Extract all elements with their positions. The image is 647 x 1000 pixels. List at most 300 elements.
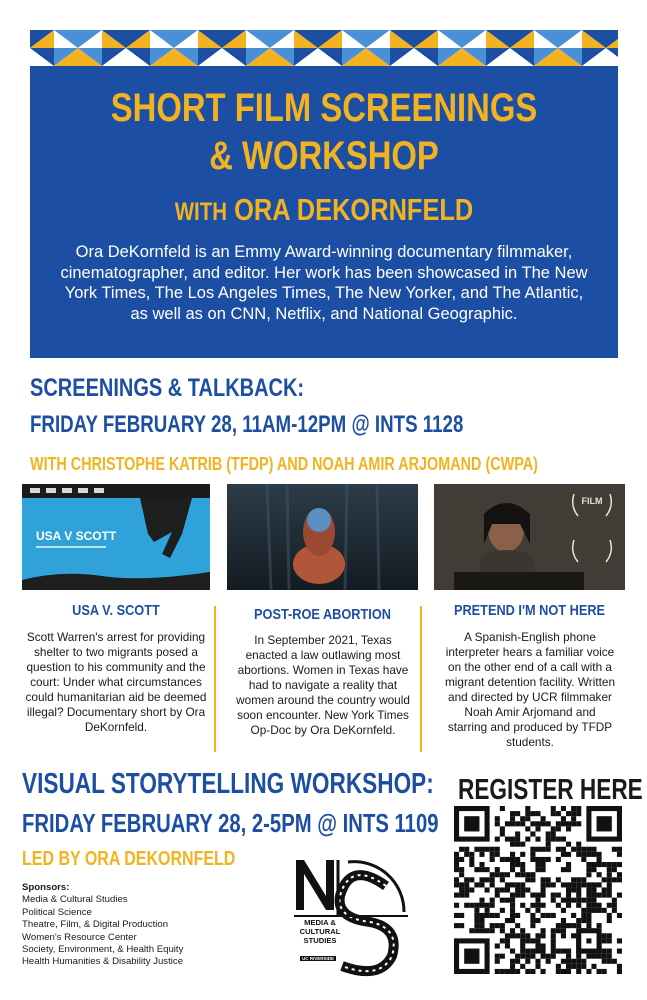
qr-module xyxy=(571,847,576,852)
presenter-name: ORA DEKORNFELD xyxy=(234,192,474,227)
qr-module xyxy=(607,933,612,938)
qr-module xyxy=(500,908,505,913)
qr-module xyxy=(530,872,535,877)
qr-module xyxy=(551,831,556,836)
qr-module xyxy=(581,877,586,882)
qr-module xyxy=(485,913,490,918)
qr-module xyxy=(602,933,607,938)
qr-module xyxy=(464,816,479,831)
qr-module xyxy=(602,969,607,974)
qr-module xyxy=(571,923,576,928)
qr-module xyxy=(561,867,566,872)
qr-module xyxy=(485,903,490,908)
qr-module xyxy=(576,903,581,908)
qr-module xyxy=(607,959,612,964)
qr-module xyxy=(586,908,591,913)
qr-module xyxy=(495,969,500,974)
qr-module xyxy=(525,969,530,974)
qr-module xyxy=(479,867,484,872)
qr-module xyxy=(495,872,500,877)
film-description-2: In September 2021, Texas enacted a law outlawing most abortions. Women in Texas have had to navigate a reality that women around the country would soon encounter. New York Times Op-Doc by Ora DeKornfeld. xyxy=(236,633,410,737)
header-panel xyxy=(30,66,618,358)
qr-module xyxy=(535,821,540,826)
qr-module xyxy=(586,938,591,943)
qr-module xyxy=(520,903,525,908)
qr-module xyxy=(556,877,561,882)
qr-module xyxy=(479,882,484,887)
qr-module xyxy=(479,903,484,908)
qr-module xyxy=(617,847,622,852)
divider xyxy=(214,606,216,752)
registration-qr-code[interactable] xyxy=(454,806,622,974)
qr-module xyxy=(469,928,474,933)
qr-module xyxy=(525,811,530,816)
qr-module xyxy=(464,887,469,892)
film-poster-usa-v-scott xyxy=(22,484,210,590)
qr-module xyxy=(597,908,602,913)
qr-module xyxy=(541,882,546,887)
qr-module xyxy=(535,811,540,816)
qr-module xyxy=(490,877,495,882)
qr-module xyxy=(510,949,515,954)
qr-module xyxy=(500,938,505,943)
qr-module xyxy=(515,831,520,836)
qr-module xyxy=(495,913,500,918)
qr-module xyxy=(566,893,571,898)
film-still-post-roe-abortion xyxy=(227,484,418,590)
qr-module xyxy=(464,893,469,898)
qr-module xyxy=(546,831,551,836)
qr-module xyxy=(485,908,490,913)
qr-module xyxy=(459,882,464,887)
qr-module xyxy=(561,852,566,857)
qr-module xyxy=(464,949,479,964)
qr-module xyxy=(546,847,551,852)
qr-module xyxy=(612,908,617,913)
film-description-3: A Spanish-English phone interpreter hears a familiar voice on the other end of a call with a migrant detention facility. Written and directed by UCR filmmaker Noah Amir Arjomand and starring and produced by TFDP students. xyxy=(444,630,616,749)
qr-module xyxy=(576,918,581,923)
qr-module xyxy=(561,908,566,913)
sponsors-list xyxy=(22,882,183,969)
qr-module xyxy=(479,923,484,928)
qr-module xyxy=(469,903,474,908)
qr-module xyxy=(576,898,581,903)
qr-module xyxy=(464,852,469,857)
qr-module xyxy=(520,943,525,948)
qr-module xyxy=(566,898,571,903)
qr-module xyxy=(566,862,571,867)
qr-module xyxy=(500,872,505,877)
qr-module xyxy=(469,887,474,892)
qr-module xyxy=(551,949,556,954)
qr-module xyxy=(546,877,551,882)
qr-module xyxy=(546,882,551,887)
qr-module xyxy=(535,898,540,903)
qr-module xyxy=(505,938,510,943)
qr-module xyxy=(464,847,469,852)
qr-module xyxy=(510,928,515,933)
qr-module xyxy=(571,806,576,811)
qr-module xyxy=(556,893,561,898)
qr-module xyxy=(510,816,515,821)
qr-module xyxy=(464,903,469,908)
qr-module xyxy=(556,826,561,831)
qr-module xyxy=(576,852,581,857)
qr-module xyxy=(500,857,505,862)
qr-module xyxy=(525,826,530,831)
qr-module xyxy=(510,882,515,887)
qr-module xyxy=(617,964,622,969)
qr-module xyxy=(586,862,591,867)
qr-module xyxy=(515,893,520,898)
qr-module xyxy=(541,893,546,898)
qr-module xyxy=(525,959,530,964)
qr-module xyxy=(459,887,464,892)
qr-module xyxy=(535,908,540,913)
qr-module xyxy=(515,842,520,847)
qr-module xyxy=(530,923,535,928)
qr-module xyxy=(474,867,479,872)
qr-module xyxy=(541,913,546,918)
qr-module xyxy=(541,857,546,862)
qr-module xyxy=(530,949,535,954)
qr-module xyxy=(617,938,622,943)
qr-module xyxy=(454,862,459,867)
qr-module xyxy=(515,933,520,938)
qr-module xyxy=(551,898,556,903)
qr-module xyxy=(546,857,551,862)
qr-module xyxy=(505,969,510,974)
qr-module xyxy=(530,893,535,898)
qr-module xyxy=(561,882,566,887)
qr-module xyxy=(607,913,612,918)
qr-module xyxy=(510,903,515,908)
sponsor-item: Health Humanities & Disability Justice xyxy=(22,956,184,968)
qr-module xyxy=(464,877,469,882)
qr-module xyxy=(510,933,515,938)
qr-module xyxy=(597,903,602,908)
qr-module xyxy=(561,898,566,903)
qr-module xyxy=(576,887,581,892)
qr-module xyxy=(474,882,479,887)
qr-module xyxy=(597,969,602,974)
qr-module xyxy=(500,928,505,933)
qr-module xyxy=(469,877,474,882)
qr-module xyxy=(612,847,617,852)
qr-module xyxy=(505,933,510,938)
qr-module xyxy=(607,877,612,882)
qr-module xyxy=(541,867,546,872)
qr-module xyxy=(515,862,520,867)
qr-module xyxy=(607,893,612,898)
qr-module xyxy=(485,867,490,872)
qr-module xyxy=(479,928,484,933)
qr-module xyxy=(454,857,459,862)
qr-module xyxy=(530,918,535,923)
qr-module xyxy=(541,943,546,948)
qr-module xyxy=(479,877,484,882)
film-title-1: USA V. SCOTT xyxy=(72,602,160,619)
qr-module xyxy=(459,893,464,898)
qr-module xyxy=(591,964,596,969)
qr-module xyxy=(586,872,591,877)
qr-module xyxy=(617,852,622,857)
qr-module xyxy=(617,969,622,974)
qr-module xyxy=(581,964,586,969)
sponsor-item: Political Science xyxy=(22,906,92,918)
qr-module xyxy=(576,842,581,847)
qr-module xyxy=(617,913,622,918)
qr-module xyxy=(495,816,500,821)
qr-module xyxy=(474,847,479,852)
film-description-1: Scott Warren's arrest for providing shelter to two migrants posed a question to his community and the court: Under what circumstances could humanitarian aid be deemed illegal? Documentary short by Ora DeKornfeld. xyxy=(25,630,207,734)
qr-module xyxy=(566,842,571,847)
qr-module xyxy=(546,954,551,959)
qr-module xyxy=(495,954,500,959)
qr-module xyxy=(474,918,479,923)
qr-module xyxy=(485,887,490,892)
geometric-pattern-banner xyxy=(30,30,618,66)
qr-module xyxy=(571,882,576,887)
qr-module xyxy=(505,882,510,887)
qr-module xyxy=(602,887,607,892)
qr-module xyxy=(566,969,571,974)
qr-module xyxy=(586,969,591,974)
qr-module xyxy=(591,908,596,913)
qr-module xyxy=(535,837,540,842)
qr-module xyxy=(591,847,596,852)
qr-module xyxy=(551,882,556,887)
qr-module xyxy=(607,862,612,867)
qr-module xyxy=(561,923,566,928)
qr-module xyxy=(591,903,596,908)
qr-module xyxy=(530,831,535,836)
film-title-3: PRETEND I'M NOT HERE xyxy=(453,602,606,619)
workshop-heading: VISUAL STORYTELLING WORKSHOP: xyxy=(22,768,434,800)
qr-module xyxy=(454,913,459,918)
qr-module xyxy=(541,877,546,882)
qr-module xyxy=(459,857,464,862)
with-presenter xyxy=(83,192,565,228)
qr-module xyxy=(571,933,576,938)
qr-module xyxy=(607,867,612,872)
qr-module xyxy=(479,862,484,867)
qr-module xyxy=(591,862,596,867)
qr-module xyxy=(454,877,459,882)
qr-module xyxy=(602,877,607,882)
qr-module xyxy=(520,949,525,954)
qr-module xyxy=(454,852,459,857)
qr-module xyxy=(576,969,581,974)
qr-module xyxy=(597,923,602,928)
qr-module xyxy=(474,928,479,933)
qr-module xyxy=(571,964,576,969)
qr-module xyxy=(551,893,556,898)
qr-module xyxy=(530,857,535,862)
qr-module xyxy=(541,816,546,821)
qr-module xyxy=(566,903,571,908)
qr-module xyxy=(535,964,540,969)
qr-module xyxy=(556,857,561,862)
qr-module xyxy=(566,882,571,887)
qr-module xyxy=(576,821,581,826)
qr-module xyxy=(515,954,520,959)
qr-module xyxy=(566,954,571,959)
qr-module xyxy=(530,811,535,816)
qr-module xyxy=(525,908,530,913)
film-still-pretend-im-not-here xyxy=(434,484,625,590)
qr-module xyxy=(505,918,510,923)
qr-module xyxy=(454,882,459,887)
qr-module xyxy=(551,933,556,938)
qr-module xyxy=(454,867,459,872)
qr-module xyxy=(617,872,622,877)
qr-module xyxy=(541,933,546,938)
qr-module xyxy=(525,806,530,811)
qr-module xyxy=(566,821,571,826)
qr-module xyxy=(520,821,525,826)
qr-module xyxy=(530,821,535,826)
qr-module xyxy=(586,903,591,908)
qr-module xyxy=(490,898,495,903)
qr-module xyxy=(505,898,510,903)
qr-module xyxy=(490,923,495,928)
qr-module xyxy=(464,882,469,887)
qr-module xyxy=(571,821,576,826)
qr-module xyxy=(520,938,525,943)
qr-module xyxy=(515,923,520,928)
qr-module xyxy=(566,959,571,964)
qr-module xyxy=(541,969,546,974)
qr-module xyxy=(510,908,515,913)
qr-module xyxy=(556,811,561,816)
qr-module xyxy=(607,903,612,908)
qr-module xyxy=(591,898,596,903)
qr-module xyxy=(571,898,576,903)
qr-module xyxy=(530,903,535,908)
qr-module xyxy=(576,964,581,969)
qr-module xyxy=(591,867,596,872)
qr-module xyxy=(581,908,586,913)
qr-module xyxy=(495,837,500,842)
qr-module xyxy=(500,826,505,831)
qr-module xyxy=(556,837,561,842)
event-title-line1: SHORT FILM SCREENINGS xyxy=(110,86,538,130)
qr-module xyxy=(541,862,546,867)
qr-module xyxy=(561,918,566,923)
qr-module xyxy=(607,918,612,923)
qr-module xyxy=(520,893,525,898)
qr-module xyxy=(607,938,612,943)
qr-module xyxy=(586,852,591,857)
qr-module xyxy=(515,882,520,887)
poster-title: USA V SCOTT xyxy=(36,529,117,543)
qr-module xyxy=(510,821,515,826)
qr-module xyxy=(535,826,540,831)
qr-module xyxy=(591,954,596,959)
qr-module xyxy=(581,847,586,852)
qr-module xyxy=(576,877,581,882)
qr-module xyxy=(541,903,546,908)
qr-module xyxy=(495,893,500,898)
presenter-bio: Ora DeKornfeld is an Emmy Award-winning documentary filmmaker, cinematographer, and editor. Her work has been showcased in The New York Times, The Los Angeles Times, The New Yorker, and The Atlantic, as well as on CNN, Netflix, and National Geographic. xyxy=(60,243,588,323)
qr-module xyxy=(510,837,515,842)
qr-module xyxy=(535,857,540,862)
qr-module xyxy=(515,959,520,964)
qr-module xyxy=(561,837,566,842)
qr-module xyxy=(602,862,607,867)
qr-module xyxy=(500,898,505,903)
qr-module xyxy=(602,954,607,959)
qr-module xyxy=(617,949,622,954)
qr-module xyxy=(485,928,490,933)
laurel-text: FILM xyxy=(581,496,603,506)
qr-module xyxy=(520,816,525,821)
qr-module xyxy=(520,862,525,867)
qr-module xyxy=(607,887,612,892)
qr-module xyxy=(576,893,581,898)
qr-module xyxy=(607,872,612,877)
qr-module xyxy=(500,831,505,836)
qr-module xyxy=(551,806,556,811)
qr-module xyxy=(510,867,515,872)
qr-module xyxy=(495,887,500,892)
qr-module xyxy=(500,806,505,811)
qr-module xyxy=(520,867,525,872)
qr-module xyxy=(597,893,602,898)
workshop-leader: LED BY ORA DEKORNFELD xyxy=(22,848,236,870)
qr-module xyxy=(505,837,510,842)
qr-module xyxy=(597,862,602,867)
qr-module xyxy=(561,928,566,933)
qr-module xyxy=(459,867,464,872)
qr-module xyxy=(571,959,576,964)
qr-module xyxy=(576,806,581,811)
qr-module xyxy=(535,943,540,948)
screenings-guests: WITH CHRISTOPHE KATRIB (TFDP) AND NOAH AMIR ARJOMAND (CWPA) xyxy=(30,454,538,474)
qr-module xyxy=(500,923,505,928)
qr-module xyxy=(607,954,612,959)
qr-module xyxy=(495,821,500,826)
qr-module xyxy=(474,908,479,913)
qr-module xyxy=(535,903,540,908)
qr-module xyxy=(510,893,515,898)
qr-module xyxy=(510,852,515,857)
qr-module xyxy=(566,887,571,892)
qr-module xyxy=(495,852,500,857)
qr-module xyxy=(495,867,500,872)
qr-module xyxy=(551,928,556,933)
qr-module xyxy=(586,898,591,903)
qr-module xyxy=(617,862,622,867)
qr-module xyxy=(556,821,561,826)
qr-module xyxy=(551,938,556,943)
qr-module xyxy=(530,852,535,857)
qr-module xyxy=(505,821,510,826)
qr-module xyxy=(490,882,495,887)
qr-module xyxy=(495,959,500,964)
qr-module xyxy=(581,852,586,857)
qr-module xyxy=(561,933,566,938)
qr-module xyxy=(525,949,530,954)
qr-module xyxy=(541,847,546,852)
qr-module xyxy=(607,949,612,954)
qr-module xyxy=(530,913,535,918)
qr-module xyxy=(586,918,591,923)
qr-module xyxy=(571,816,576,821)
qr-module xyxy=(581,959,586,964)
qr-module xyxy=(581,857,586,862)
